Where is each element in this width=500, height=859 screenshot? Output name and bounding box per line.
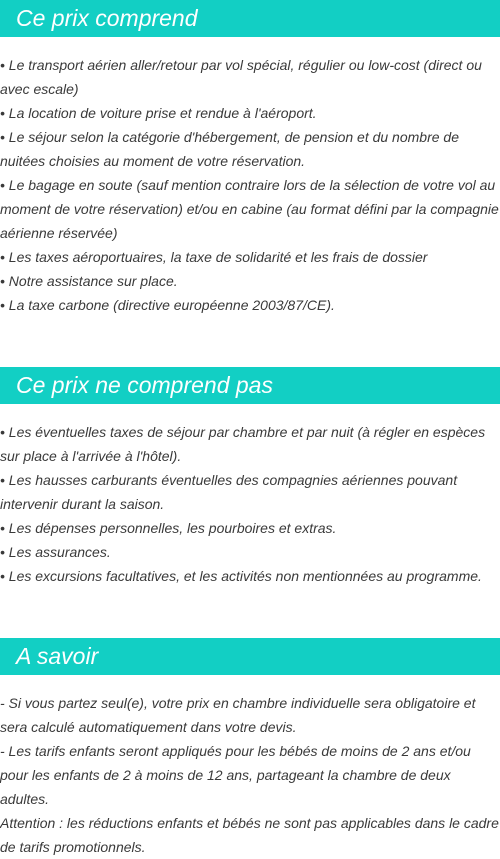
list-item: • La location de voiture prise et rendue à l'aéroport. [0,105,317,121]
list-item: - Si vous partez seul(e), votre prix en chambre individuelle sera obligatoire et sera calculé automatiquement dans votre devis. [0,695,476,735]
list-item: • Les excursions facultatives, et les activités non mentionnées au programme. [0,568,482,584]
list-item: Attention : les réductions enfants et bébés ne sont pas applicables dans le cadre de tarifs promotionnels. [0,815,499,855]
list-item: • Le transport aérien aller/retour par vol spécial, régulier ou low-cost (direct ou avec escale) [0,57,482,97]
section-body-good-to-know [0,691,500,859]
list-item: • Les hausses carburants éventuelles des compagnies aériennes pouvant intervenir durant la saison. [0,472,458,512]
list-item: • Les assurances. [0,544,111,560]
section-body-not-included [0,420,500,588]
section-title-good-to-know: A savoir [0,638,500,675]
section-body-included [0,53,500,317]
list-item: - Les tarifs enfants seront appliqués pour les bébés de moins de 2 ans et/ou pour les enfants de 2 à moins de 12 ans, partageant la chambre de deux adultes. [0,743,471,807]
list-item: • Le bagage en soute (sauf mention contraire lors de la sélection de votre vol au moment de votre réservation) et/ou en cabine (au format défini par la compagnie aérienne réservée) [0,177,499,241]
list-item: • Les dépenses personnelles, les pourboires et extras. [0,520,337,536]
section-title-included: Ce prix comprend [0,0,500,37]
section-title-not-included: Ce prix ne comprend pas [0,367,500,404]
list-item: • Le séjour selon la catégorie d'hébergement, de pension et du nombre de nuitées choisies au moment de votre réservation. [0,129,459,169]
list-item: • Les éventuelles taxes de séjour par chambre et par nuit (à régler en espèces sur place à l'arrivée à l'hôtel). [0,424,486,464]
list-item: • La taxe carbone (directive européenne 2003/87/CE). [0,297,335,313]
list-item: • Les taxes aéroportuaires, la taxe de solidarité et les frais de dossier [0,249,428,265]
list-item: • Notre assistance sur place. [0,273,178,289]
